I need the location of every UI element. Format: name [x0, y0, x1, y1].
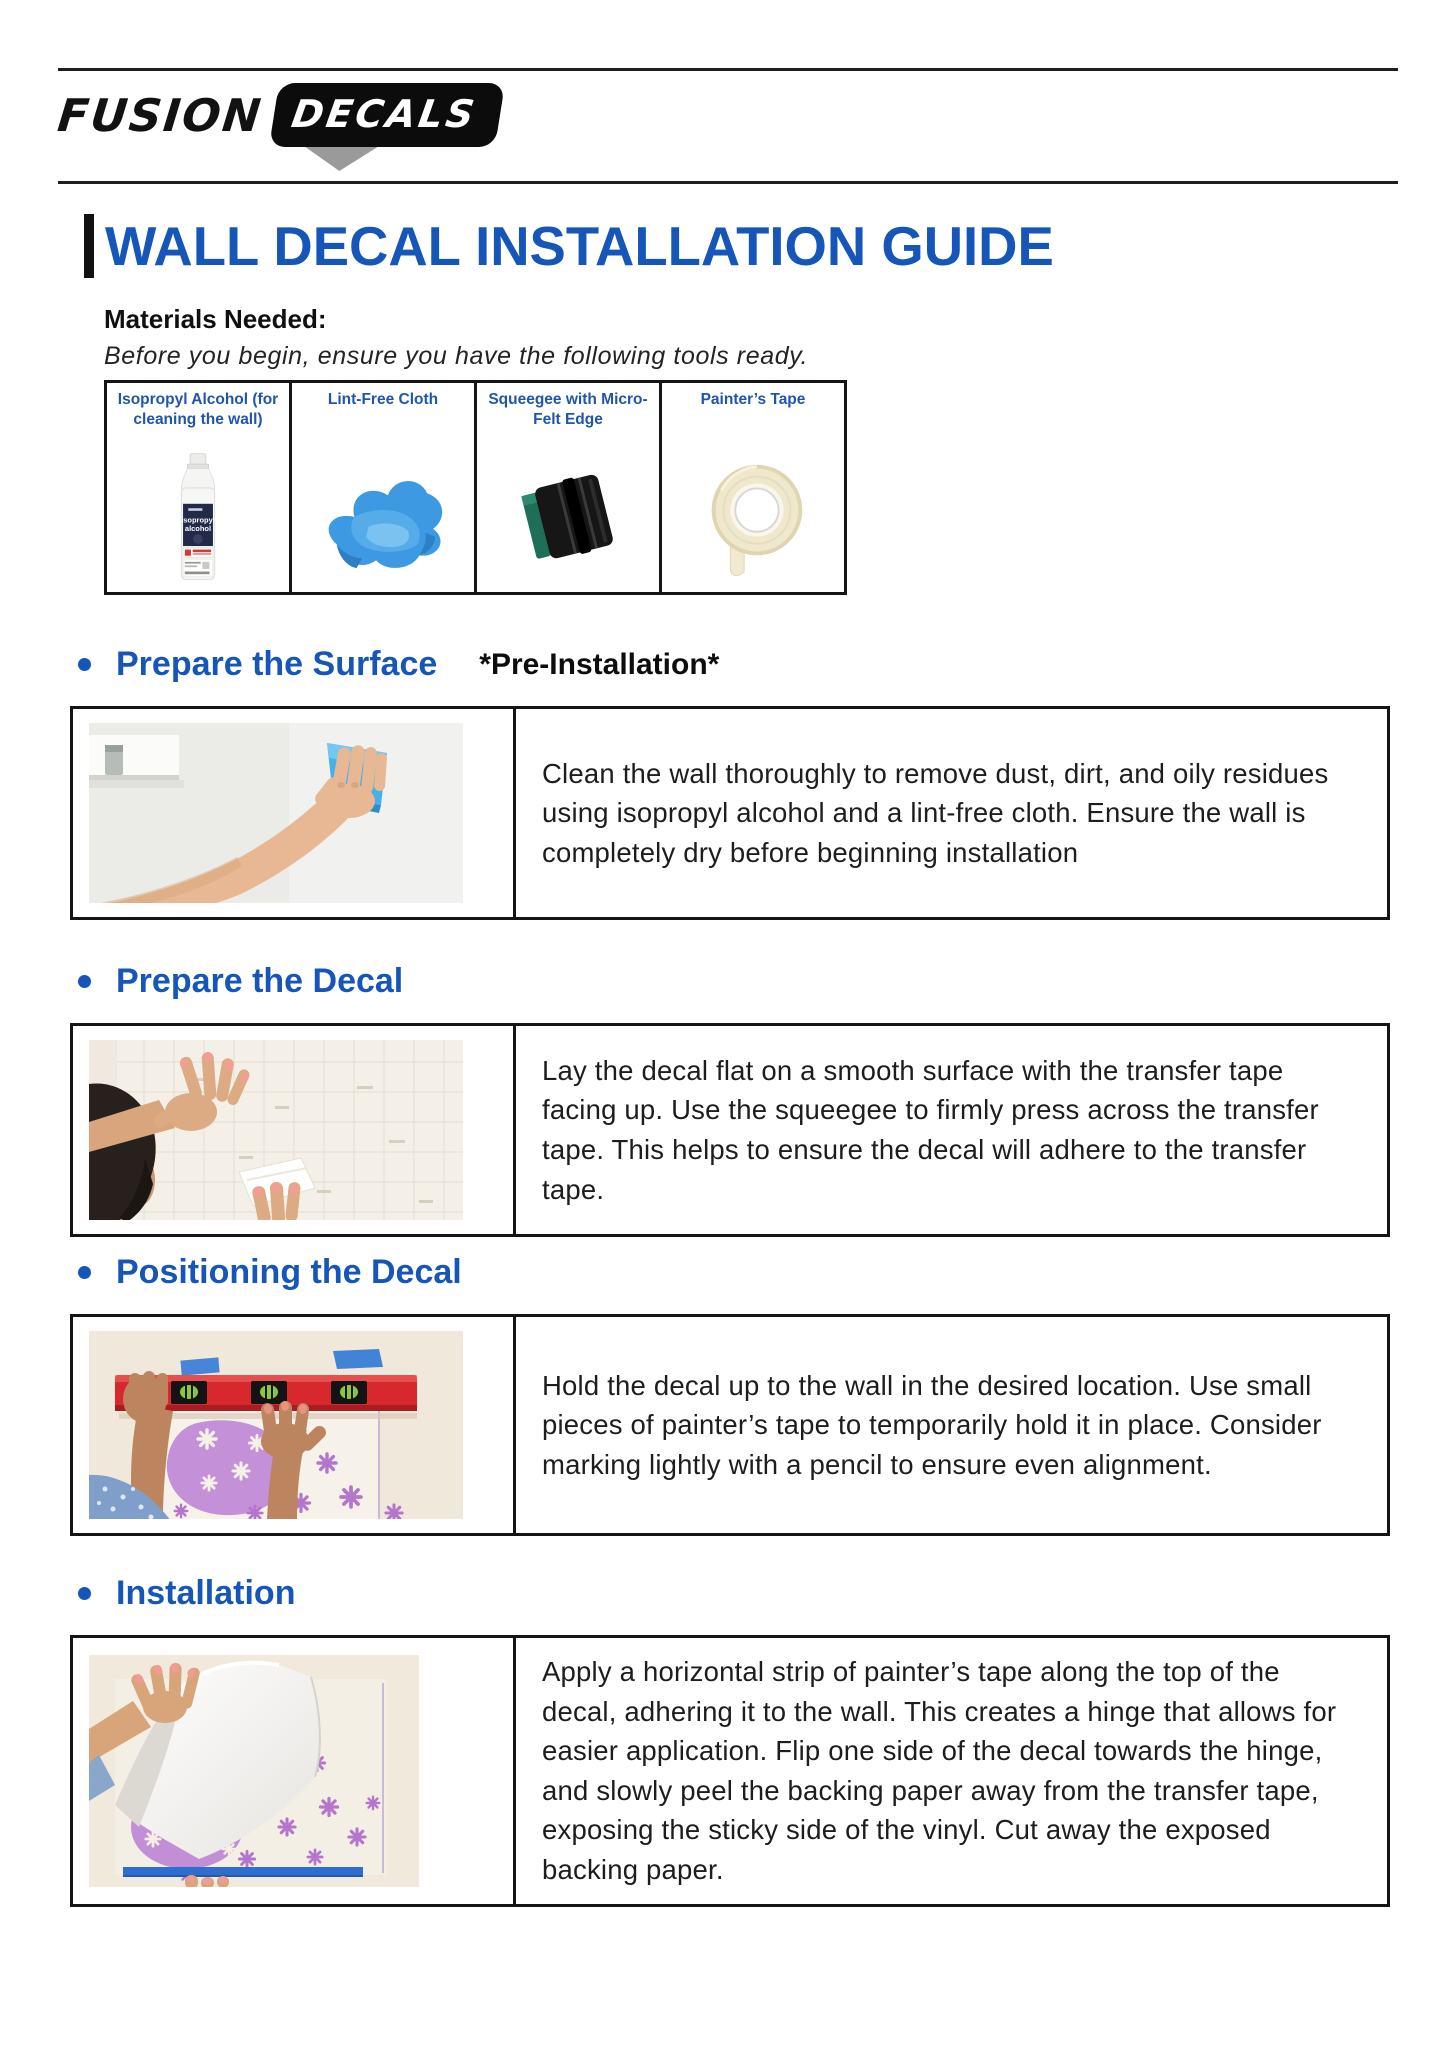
step-body-text: Apply a horizontal strip of painter’s tape along the top of the decal, adhering it to the wall. This creates a hinge that allows for easier application. Flip one side of the decal towards the hinge, and slowly peel the backing paper away from the transfer tape, exposing the sticky side of the vinyl. Cut away the exposed backing paper. — [542, 1656, 1337, 1885]
pre-installation-note: *Pre-Installation* — [479, 647, 720, 681]
step-text-cell — [516, 1317, 1387, 1533]
top-divider-line — [58, 68, 1398, 71]
materials-row — [106, 382, 846, 594]
step-text-cell — [516, 709, 1387, 917]
materials-heading: Materials Needed: — [104, 304, 327, 334]
material-label: Squeegee with Micro-Felt Edge — [488, 391, 648, 429]
section-title: Prepare the Decal — [116, 962, 404, 1000]
title-accent-bar — [84, 214, 94, 278]
level-positioning-photo — [73, 1317, 516, 1533]
material-cell-isopropyl — [106, 382, 291, 594]
step-text-cell — [516, 1638, 1387, 1904]
header — [55, 83, 1396, 171]
section-title: Installation — [116, 1574, 296, 1612]
squeegee-icon — [481, 450, 655, 584]
title-block — [84, 214, 1398, 278]
step-body-text: Hold the decal up to the wall in the desired location. Use small pieces of painter’s tape to temporarily hold it in place. Consider marking lightly with a pencil to ensure even alignment. — [542, 1369, 1322, 1480]
step-body-text: Lay the decal flat on a smooth surface with the transfer tape facing up. Use the squeegee to firmly press across the transfer tape. This helps to ensure the decal will adhere to the transfer tape. — [542, 1054, 1319, 1205]
material-label: Painter’s Tape — [700, 391, 806, 408]
section-heading-positioning-decal — [78, 1253, 1398, 1292]
material-cell-tape — [661, 382, 846, 594]
fusion-decals-logo — [55, 83, 501, 147]
materials-table — [104, 380, 847, 595]
step-box-positioning-decal — [70, 1314, 1390, 1536]
section-heading-installation — [78, 1574, 1398, 1613]
material-cell-squeegee — [476, 382, 661, 594]
bullet-icon — [78, 1266, 91, 1279]
material-label: Isopropyl Alcohol (for cleaning the wall) — [117, 391, 279, 429]
step-box-installation — [70, 1635, 1390, 1907]
material-cell-cloth — [291, 382, 476, 594]
svg-text:alcohol: alcohol — [184, 524, 212, 534]
page-title: WALL DECAL INSTALLATION GUIDE — [105, 215, 1054, 277]
section-title: Prepare the Surface — [116, 645, 438, 683]
peel-backing-paper-photo — [73, 1638, 516, 1904]
step-text-cell — [516, 1026, 1387, 1234]
logo-decals-text: DECALS — [269, 83, 506, 147]
bullet-icon — [78, 658, 91, 671]
step-body-text: Clean the wall thoroughly to remove dust, dirt, and oily residues using isopropyl alcohol and a lint-free cloth. Ensure the wall is completely dry before beginning installation — [542, 757, 1329, 868]
bullet-icon — [78, 975, 91, 988]
step-box-prepare-surface — [70, 706, 1390, 920]
material-label: Lint-Free Cloth — [327, 391, 439, 408]
isopropyl-alcohol-bottle-icon — [111, 450, 285, 584]
lint-free-cloth-icon — [296, 450, 470, 584]
logo-fusion-text: FUSION — [55, 88, 266, 142]
bullet-icon — [78, 1587, 91, 1600]
section-heading-prepare-decal — [78, 962, 1398, 1001]
step-box-prepare-decal — [70, 1023, 1390, 1237]
svg-text:isopropyl: isopropyl — [181, 515, 215, 525]
section-title: Positioning the Decal — [116, 1253, 462, 1291]
materials-subheading: Before you begin, ensure you have the following tools ready. — [104, 342, 809, 370]
cleaning-wall-photo — [73, 709, 516, 917]
squeegee-transfer-tape-photo — [73, 1026, 516, 1234]
materials-section — [104, 304, 1398, 595]
painters-tape-roll-icon — [666, 450, 840, 584]
logo-badge — [274, 83, 500, 147]
header-divider-line — [58, 181, 1398, 184]
section-heading-prepare-surface — [78, 645, 1398, 684]
